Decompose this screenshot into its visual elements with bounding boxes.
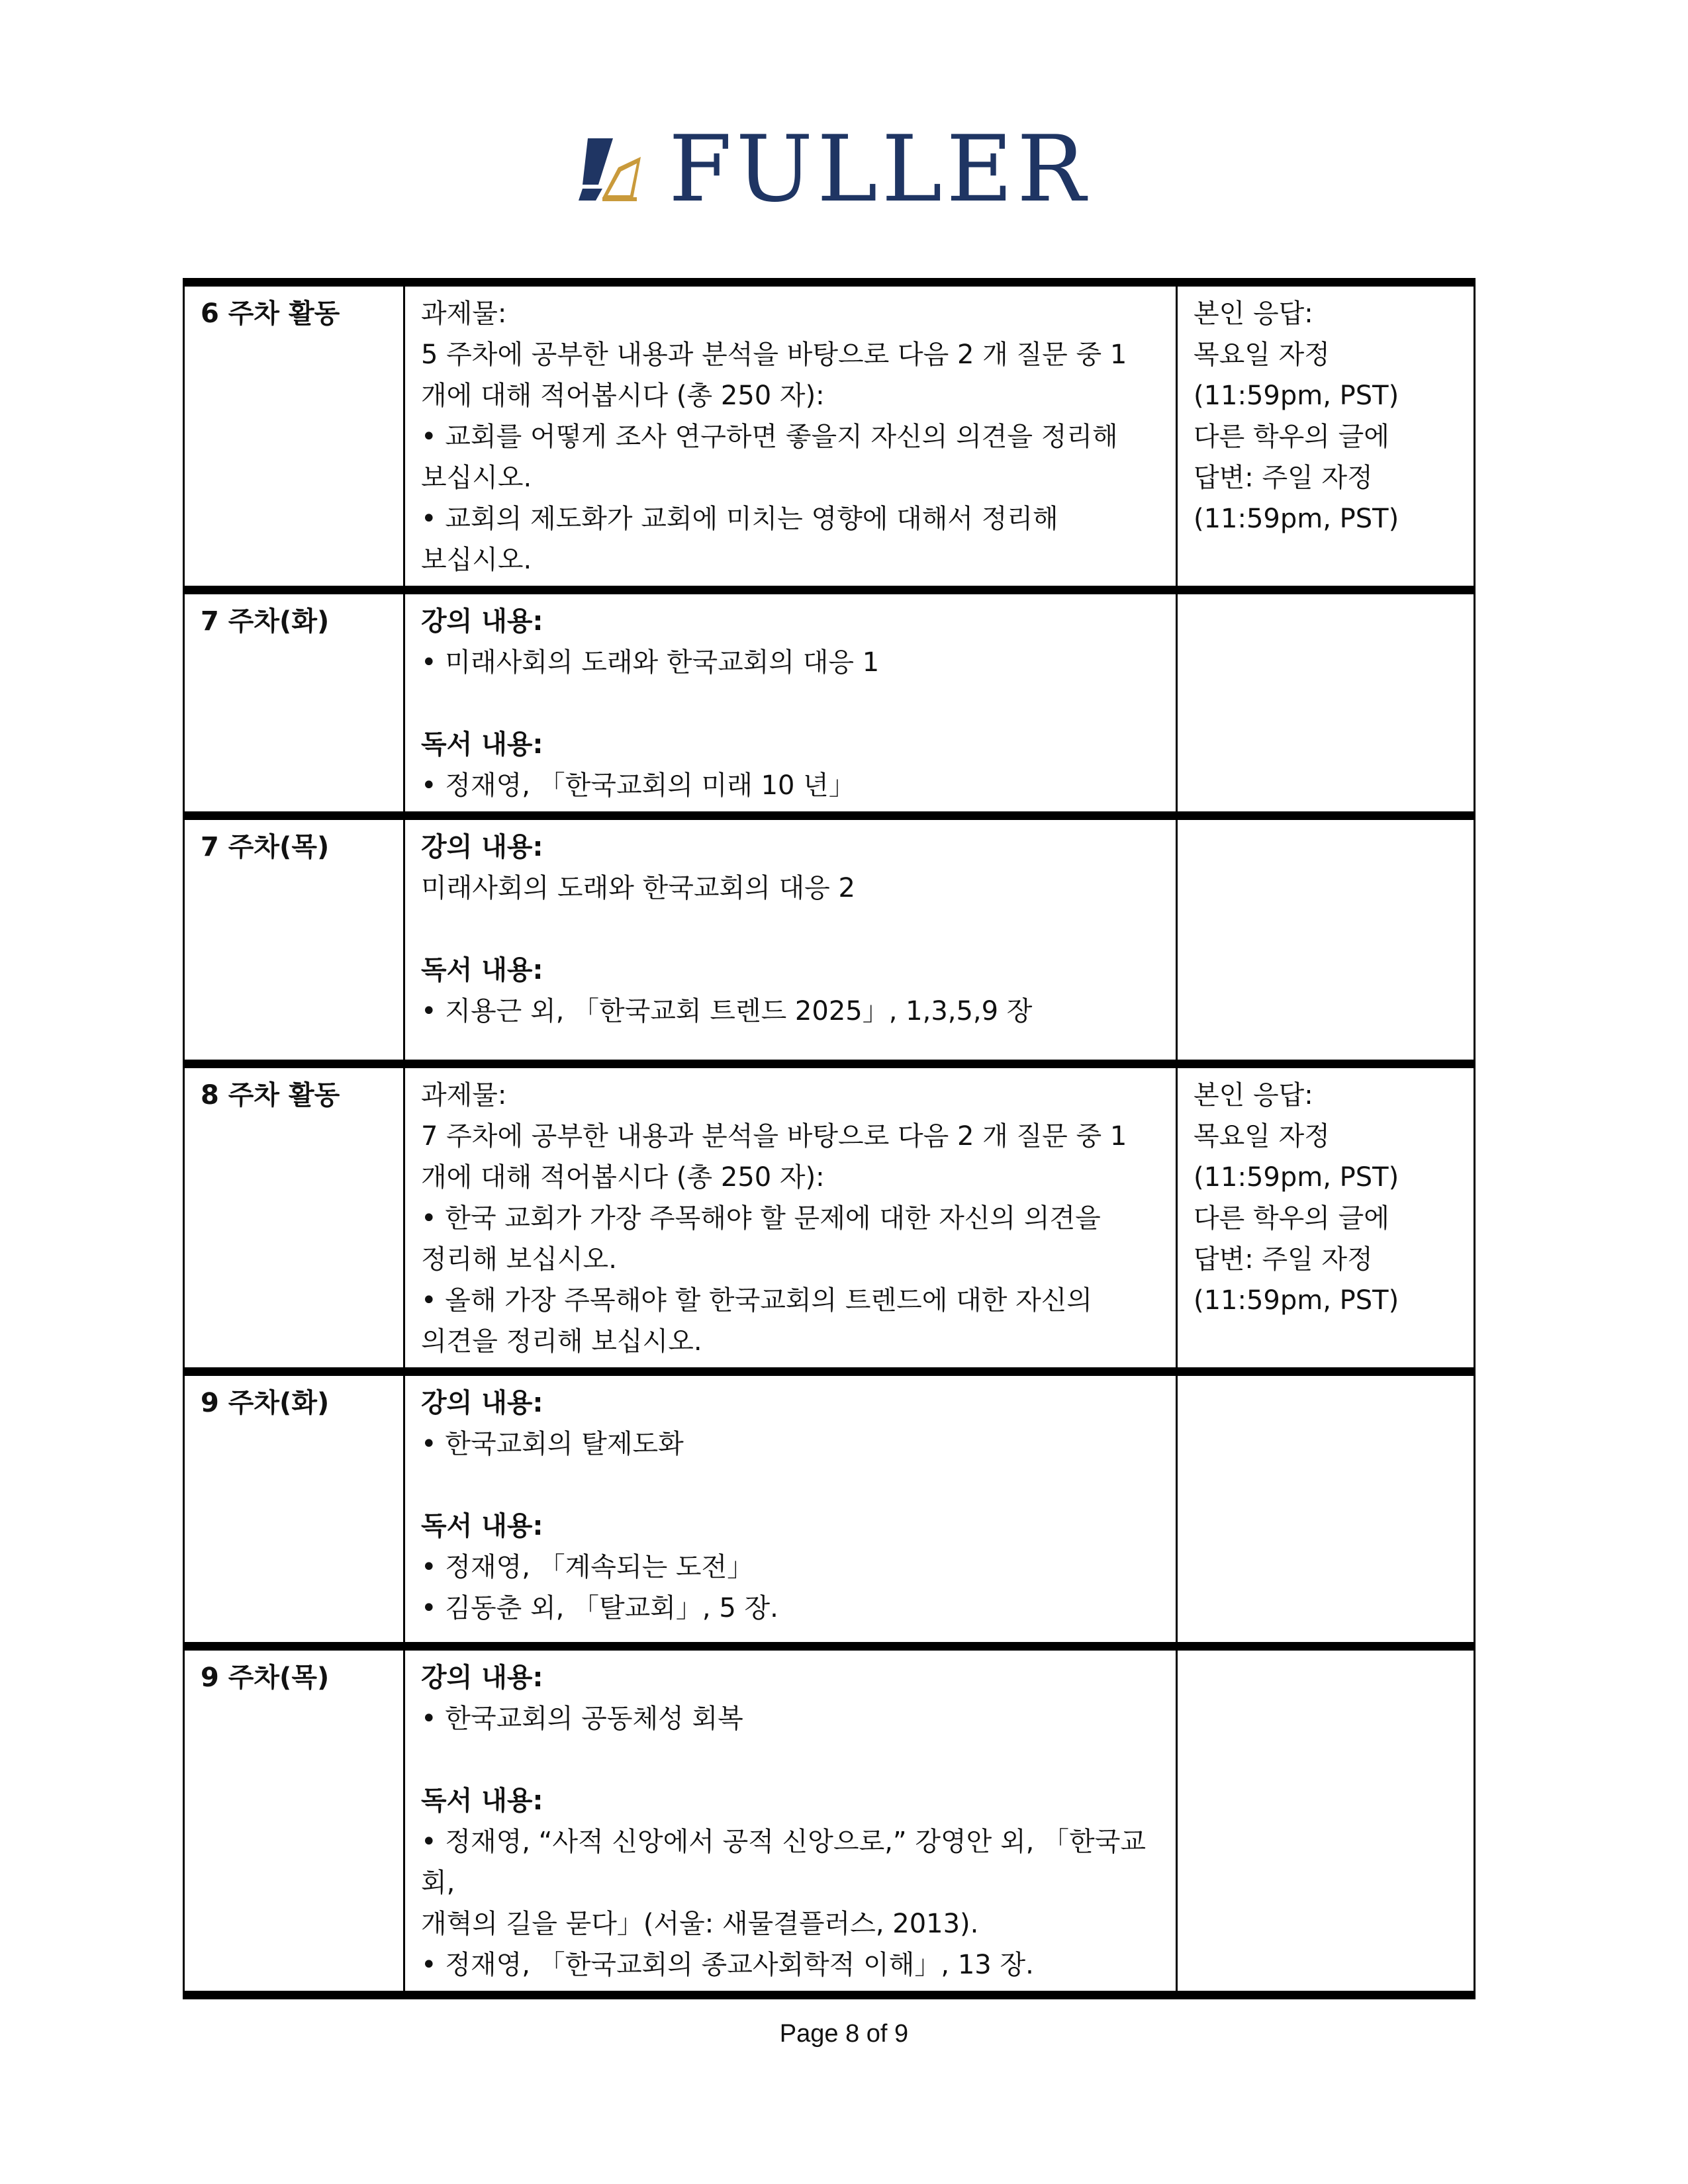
lecture-line: • 한국교회의 탈제도화 [421,1429,684,1459]
content-cell [404,1647,1177,1995]
content-cell [404,1064,1177,1372]
fuller-book-mark-icon [576,133,649,206]
assignment-line: 5 주차에 공부한 내용과 분석을 바탕으로 다음 2 개 질문 중 1 [421,340,1127,370]
assignment-line: 7 주차에 공부한 내용과 분석을 바탕으로 다음 2 개 질문 중 1 [421,1121,1127,1152]
assignment-line: • 한국 교회가 가장 주목해야 할 문제에 대한 자신의 의견을 [421,1203,1101,1234]
lecture-line: 미래사회의 도래와 한국교회의 대응 2 [421,873,855,903]
reading-line: • 정재영, 「계속되는 도전」 [421,1552,754,1582]
deadline-cell [1177,1064,1475,1372]
table-row [184,1647,1475,1995]
content-cell [404,816,1177,1064]
deadline-line: 답변: 주일 자정 [1194,463,1373,493]
reading-line: 개혁의 길을 묻다」(서울: 새물결플러스, 2013). [421,1909,979,1939]
week-cell: 8 주차 활동 [184,1064,404,1372]
reading-label: 독서 내용: [421,1511,543,1541]
deadline-cell [1177,1372,1475,1647]
reading-line: • 지용근 외, 「한국교회 트렌드 2025」, 1,3,5,9 장 [421,996,1033,1026]
assignment-label: 과제물: [421,1080,507,1111]
reading-label: 독서 내용: [421,955,543,985]
lecture-label: 강의 내용: [421,1662,543,1693]
deadline-line: (11:59pm, PST) [1194,1162,1399,1193]
assignment-line: 정리해 보십시오. [421,1244,617,1275]
content-cell [404,1372,1177,1647]
week-cell: 9 주차(목) [184,1647,404,1995]
deadline-line: 답변: 주일 자정 [1194,1244,1373,1275]
reading-line: • 김동춘 외, 「탈교회」, 5 장. [421,1593,778,1623]
assignment-line: 개에 대해 적어봅시다 (총 250 자): [421,1162,825,1193]
assignment-line: 보십시오. [421,545,532,575]
deadline-line: 본인 응답: [1194,298,1313,329]
course-schedule-table [183,278,1476,1999]
reading-line: • 정재영, 「한국교회의 미래 10 년」 [421,770,855,801]
reading-label: 독서 내용: [421,729,543,760]
deadline-cell [1177,590,1475,816]
content-cell [404,590,1177,816]
week-cell: 9 주차(화) [184,1372,404,1647]
deadline-line: 목요일 자정 [1194,340,1330,370]
deadline-line: 본인 응답: [1194,1080,1313,1111]
assignment-line: • 교회의 제도화가 교회에 미치는 영향에 대해서 정리해 [421,504,1058,534]
table-row [184,283,1475,590]
assignment-line: • 올해 가장 주목해야 할 한국교회의 트렌드에 대한 자신의 [421,1285,1093,1316]
lecture-label: 강의 내용: [421,832,543,862]
table-row [184,1372,1475,1647]
deadline-line: (11:59pm, PST) [1194,1285,1399,1316]
reading-line: • 정재영, 「한국교회의 종교사회학적 이해」, 13 장. [421,1950,1034,1980]
page-number: Page 8 of 9 [779,2020,909,2048]
table-row [184,816,1475,1064]
deadline-cell [1177,816,1475,1064]
week-cell: 6 주차 활동 [184,283,404,590]
deadline-line: (11:59pm, PST) [1194,381,1399,411]
lecture-label: 강의 내용: [421,1388,543,1418]
table-row [184,1064,1475,1372]
content-cell [404,283,1177,590]
deadline-cell [1177,283,1475,590]
table-row [184,590,1475,816]
lecture-line: • 미래사회의 도래와 한국교회의 대응 1 [421,647,880,678]
assignment-line: 보십시오. [421,463,532,493]
week-cell: 7 주차(목) [184,816,404,1064]
reading-label: 독서 내용: [421,1786,543,1816]
deadline-cell [1177,1647,1475,1995]
deadline-line: 목요일 자정 [1194,1121,1330,1152]
assignment-line: 의견을 정리해 보십시오. [421,1326,702,1357]
deadline-line: 다른 학우의 글에 [1194,422,1389,452]
lecture-label: 강의 내용: [421,606,543,637]
assignment-line: • 교회를 어떻게 조사 연구하면 좋을지 자신의 의견을 정리해 [421,422,1118,452]
lecture-line: • 한국교회의 공동체성 회복 [421,1704,743,1734]
fuller-logo [576,116,1090,222]
week-cell: 7 주차(화) [184,590,404,816]
deadline-line: 다른 학우의 글에 [1194,1203,1389,1234]
reading-line: • 정재영, “사적 신앙에서 공적 신앙으로,” 강영안 외, 「한국교회, [421,1827,1146,1898]
deadline-line: (11:59pm, PST) [1194,504,1399,534]
assignment-line: 개에 대해 적어봅시다 (총 250 자): [421,381,825,411]
logo-wordmark: FULLER [669,116,1090,222]
assignment-label: 과제물: [421,298,507,329]
